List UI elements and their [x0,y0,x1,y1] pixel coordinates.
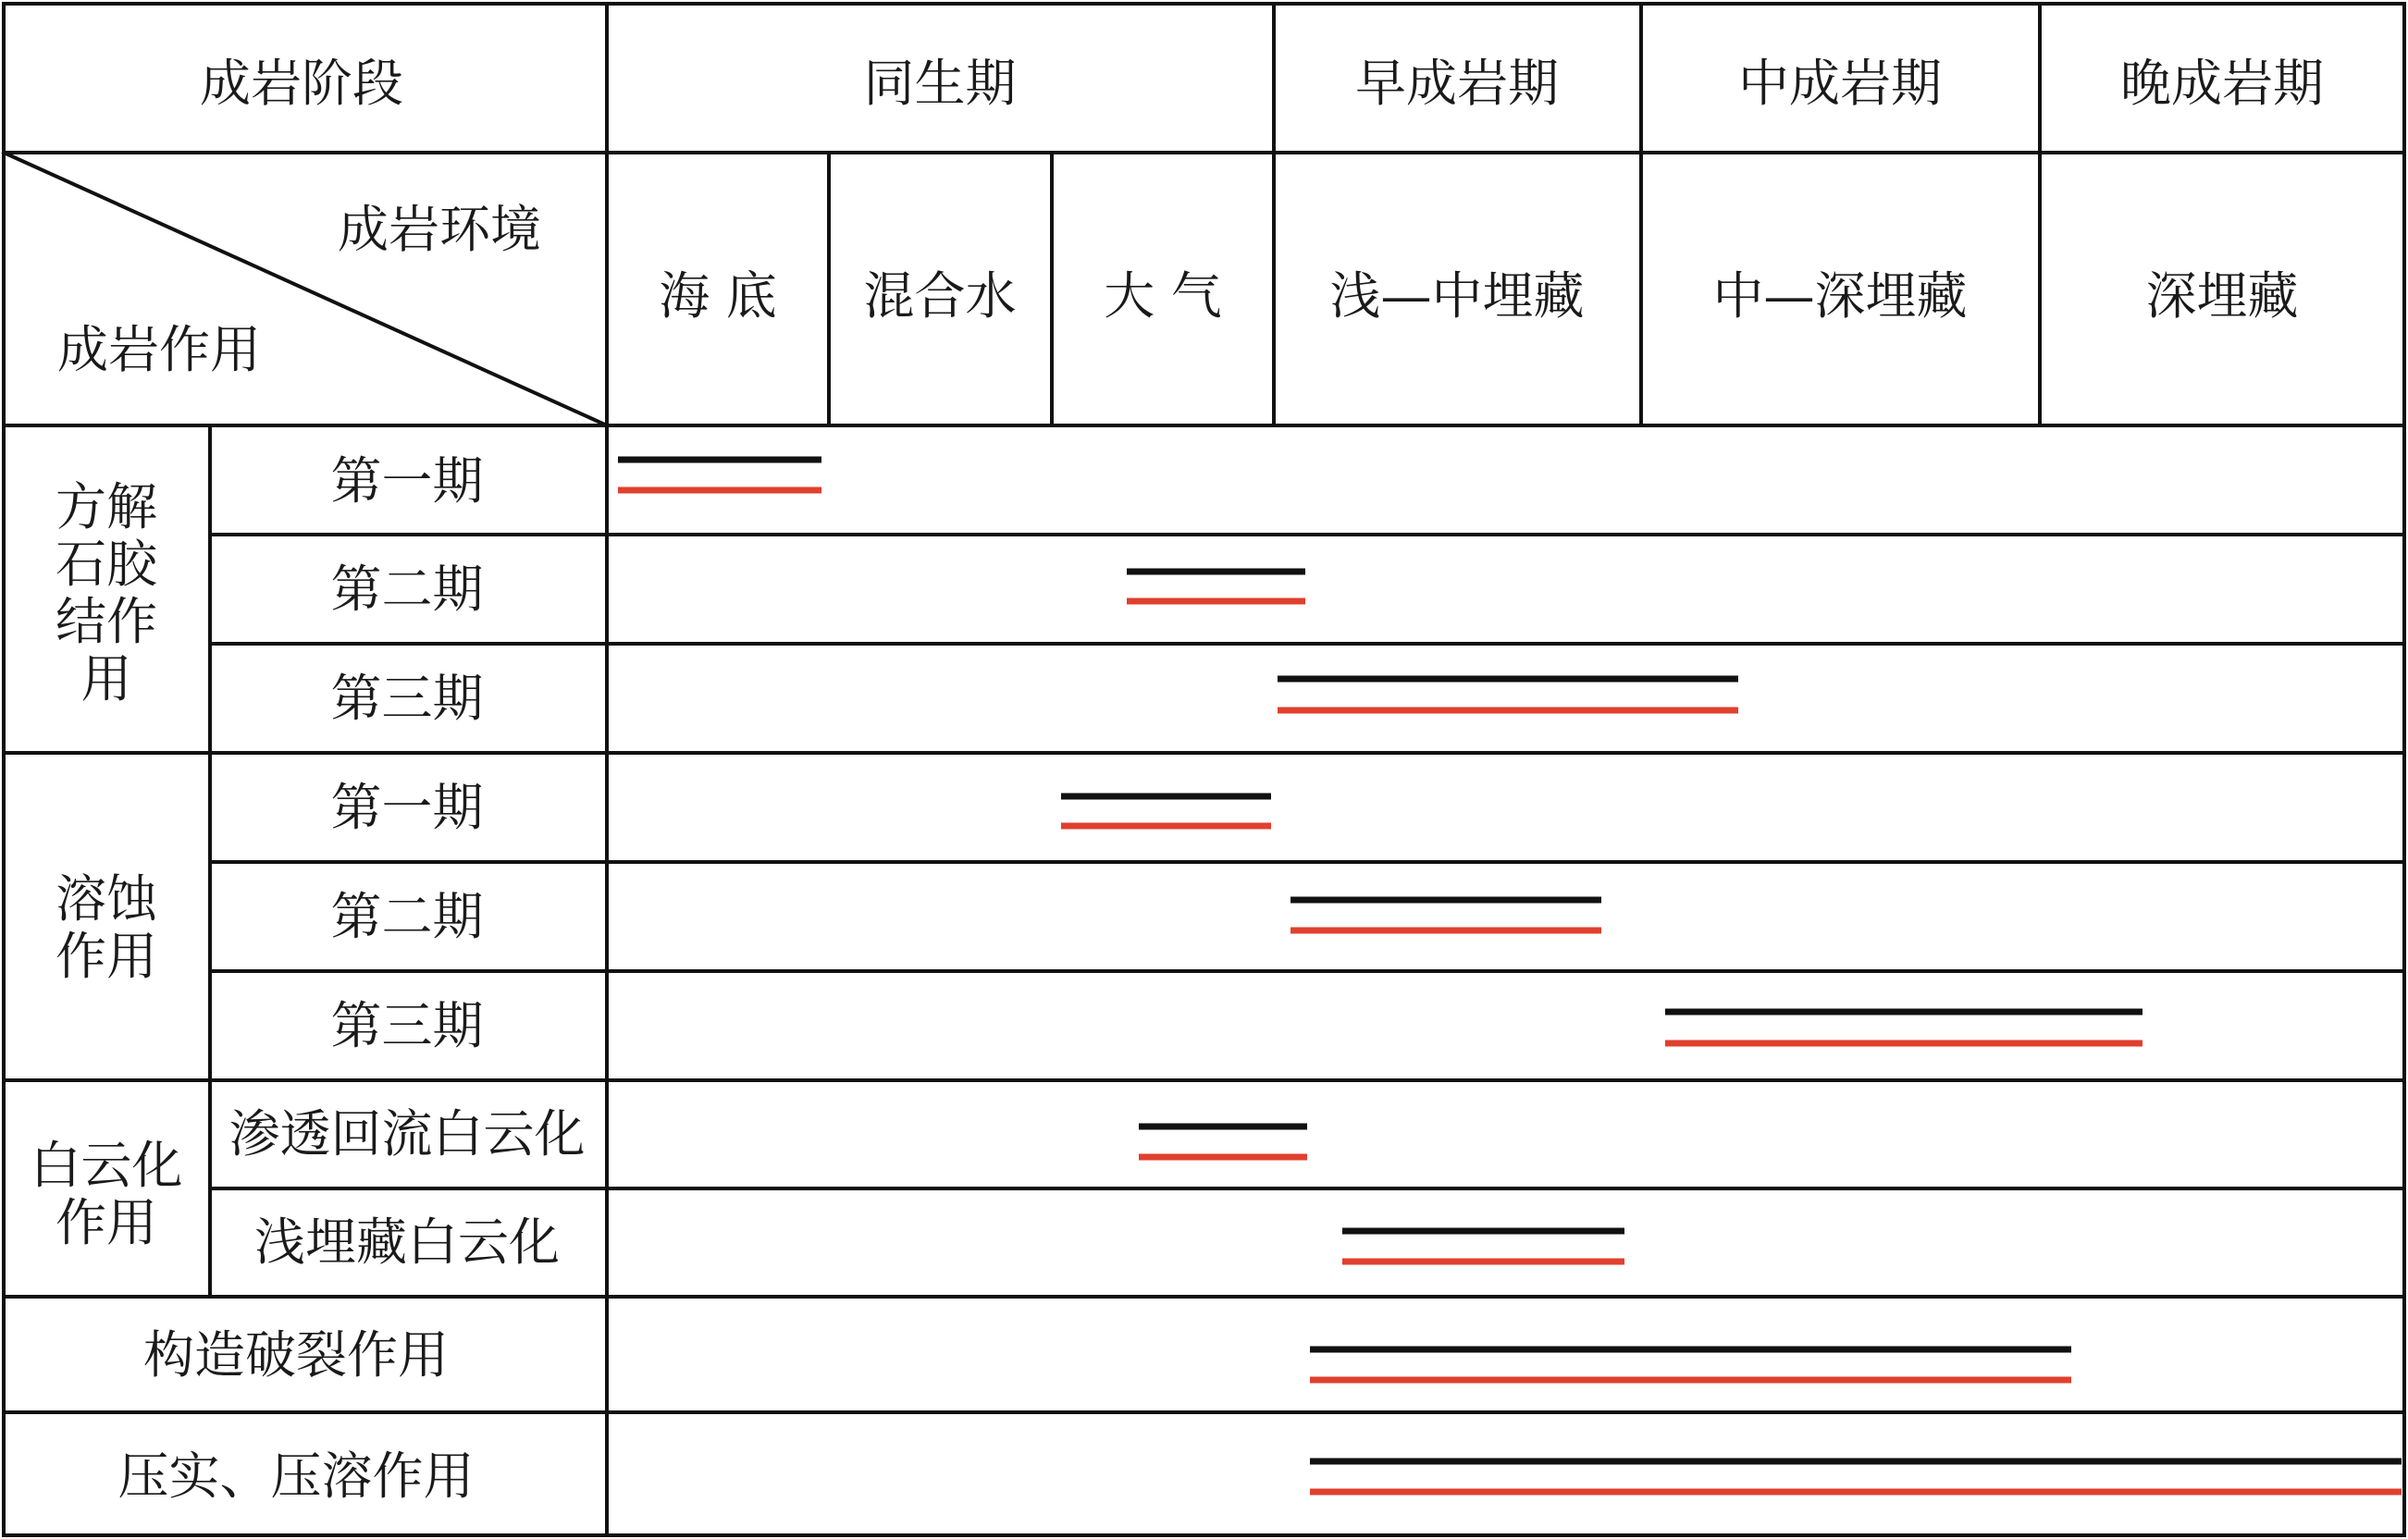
group-dolomitization-line-2: 作用 [55,1193,158,1252]
group-dissolution-line-2: 作用 [55,927,158,986]
group-calcite-cementation-line-3: 结作 [55,592,158,651]
group-calcite-cementation-line-2: 石胶 [55,535,158,594]
env-middle-deep-burial: 中—深埋藏 [1712,266,1968,326]
stage-syngenetic: 同生期 [863,54,1017,113]
header-diagonal [4,153,607,425]
group-calcite-cementation-line-1: 方解 [55,477,158,536]
row-label-calcite-1: 第一期 [330,451,484,511]
row-label-shallow-burial-dolomitization: 浅埋藏白云化 [253,1213,561,1272]
row-label-dissolution-1: 第一期 [330,778,484,837]
stage-middle-diagenesis: 中成岩期 [1737,54,1943,113]
env-deep-burial: 深埋藏 [2145,266,2299,326]
env-seafloor: 海 底 [659,266,777,326]
stage-header: 成岩阶段 [199,54,404,113]
process-header: 成岩作用 [56,320,262,379]
group-compaction-pressure-solution: 压实、压溶作用 [117,1447,475,1506]
row-label-dissolution-2: 第二期 [330,887,484,946]
row-label-reflux-dolomitization: 渗透回流白云化 [228,1104,586,1163]
environment-header: 成岩环境 [337,200,542,259]
row-label-calcite-3: 第三期 [330,669,484,728]
stage-early-diagenesis: 早成岩期 [1354,54,1560,113]
group-dissolution-line-1: 溶蚀 [55,869,158,929]
stage-late-diagenesis: 晚成岩期 [2119,54,2325,113]
env-mixed-water: 混合水 [863,266,1017,326]
env-meteoric: 大 气 [1104,266,1222,326]
group-dolomitization-line-1: 白云化 [30,1136,183,1195]
env-shallow-middle-burial: 浅—中埋藏 [1329,266,1585,326]
row-label-dissolution-3: 第三期 [330,996,484,1055]
row-label-calcite-2: 第二期 [330,560,484,619]
group-calcite-cementation-line-4: 用 [80,649,132,708]
group-tectonic-fracturing: 构造破裂作用 [142,1325,450,1385]
duration-bars [618,460,2402,1492]
